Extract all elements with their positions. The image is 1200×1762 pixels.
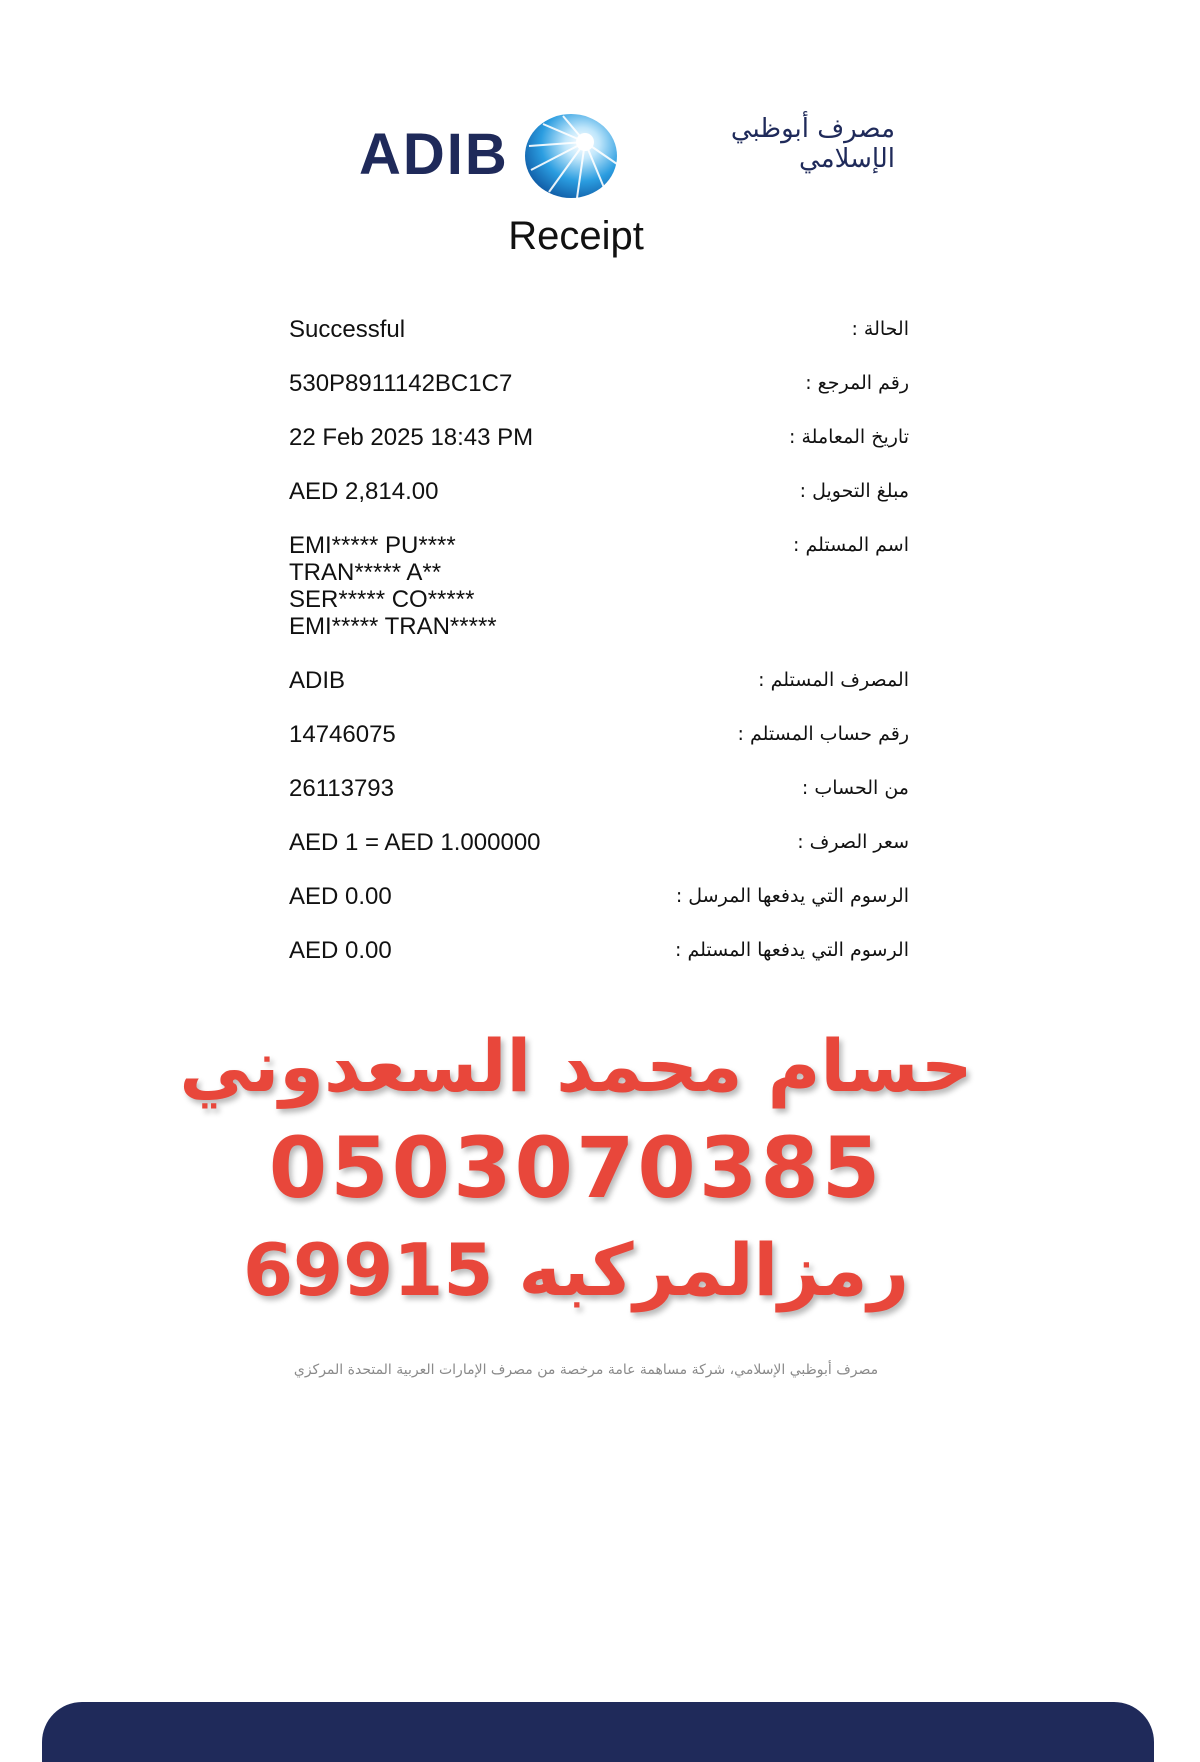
stamp-name: حسام محمد السعدوني bbox=[179, 1024, 973, 1108]
stamp-phone: 0503070385 bbox=[268, 1119, 884, 1217]
recipient-name-line: TRAN***** A** bbox=[289, 559, 442, 586]
exchange-rate-value: AED 1 = AED 1.000000 bbox=[289, 829, 541, 856]
row-date bbox=[289, 424, 909, 451]
sender-fees-value: AED 0.00 bbox=[289, 883, 392, 910]
globe-icon bbox=[523, 112, 619, 200]
stamp-code: رمزالمركبه 69915 bbox=[242, 1228, 910, 1312]
from-account-label: من الحساب : bbox=[801, 777, 909, 799]
logo-wordmark: ADIB bbox=[359, 122, 509, 187]
bank-logo bbox=[355, 108, 895, 204]
logo-arabic-name bbox=[645, 114, 895, 174]
recipient-name-line: EMI***** TRAN***** bbox=[289, 613, 497, 640]
recipient-bank-value: ADIB bbox=[289, 667, 346, 694]
row-recipient-account bbox=[289, 721, 909, 748]
recipient-fees-label: الرسوم التي يدفعها المستلم : bbox=[675, 939, 909, 961]
row-from-account bbox=[289, 775, 909, 802]
from-account-value: 26113793 bbox=[289, 775, 394, 802]
sender-fees-label: الرسوم التي يدفعها المرسل : bbox=[675, 885, 909, 907]
recipient-name-line: EMI***** PU**** bbox=[289, 532, 456, 559]
recipient-name-label: اسم المستلم : bbox=[793, 534, 909, 556]
date-value: 22 Feb 2025 18:43 PM bbox=[289, 424, 534, 451]
receipt-title: Receipt bbox=[508, 214, 644, 258]
recipient-bank-label: المصرف المستلم : bbox=[758, 669, 909, 691]
logo-arabic-line-1: مصرف أبوظبي bbox=[730, 114, 895, 144]
receipt-details bbox=[289, 316, 909, 991]
amount-value: AED 2,814.00 bbox=[289, 478, 439, 505]
footer-disclaimer: مصرف أبوظبي الإسلامي، شركة مساهمة عامة مرخصة من مصرف الإمارات العربية المتحدة المركزي bbox=[293, 1362, 879, 1378]
row-recipient-bank bbox=[289, 667, 909, 694]
row-sender-fees bbox=[289, 883, 909, 910]
row-exchange-rate bbox=[289, 829, 909, 856]
recipient-fees-value: AED 0.00 bbox=[289, 937, 392, 964]
date-label: تاريخ المعاملة : bbox=[789, 426, 909, 448]
reference-value: 530P8911142BC1C7 bbox=[289, 370, 513, 397]
bottom-bar bbox=[42, 1702, 1154, 1762]
recipient-account-value: 14746075 bbox=[289, 721, 396, 748]
amount-label: مبلغ التحويل : bbox=[799, 480, 909, 502]
row-recipient-fees bbox=[289, 937, 909, 964]
exchange-rate-label: سعر الصرف : bbox=[797, 831, 909, 853]
row-recipient-name bbox=[289, 532, 909, 640]
status-value: Successful bbox=[289, 316, 406, 343]
logo-arabic-line-2: الإسلامي bbox=[799, 144, 895, 174]
row-reference bbox=[289, 370, 909, 397]
row-status bbox=[289, 316, 909, 343]
row-amount bbox=[289, 478, 909, 505]
recipient-account-label: رقم حساب المستلم : bbox=[737, 723, 909, 745]
status-label: الحالة : bbox=[851, 318, 909, 340]
recipient-name-line: SER***** CO***** bbox=[289, 586, 475, 613]
recipient-name-value bbox=[289, 532, 669, 640]
reference-label: رقم المرجع : bbox=[805, 372, 909, 394]
